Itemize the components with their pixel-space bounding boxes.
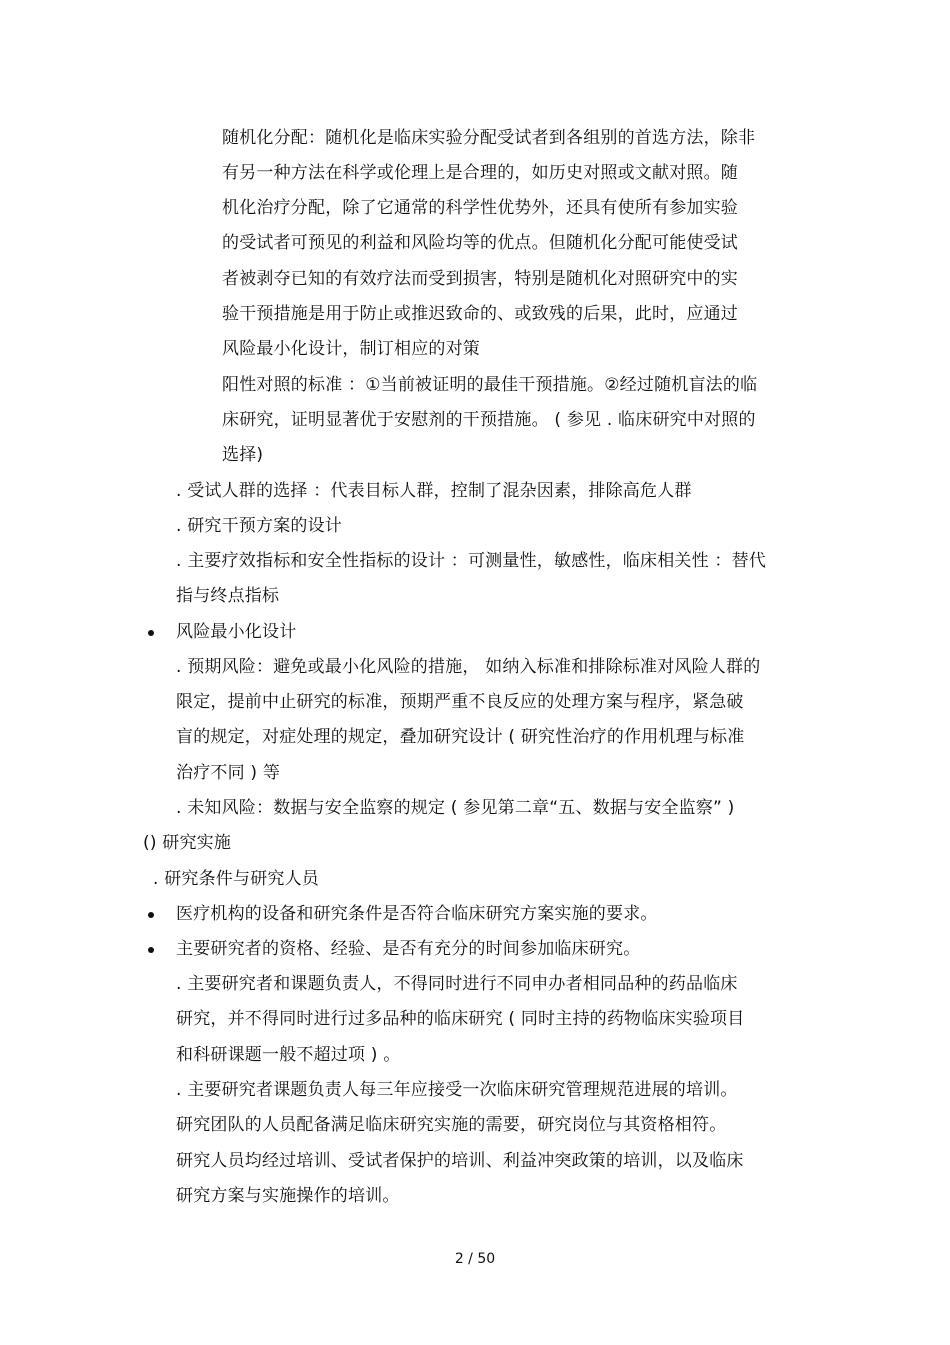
bullet-icon — [148, 912, 154, 918]
text-line: 治疗不同 ) 等 — [176, 763, 281, 783]
text-line: 阳性对照的标准 ：①当前被证明的最佳干预措施。②经过随机盲法的临 — [222, 375, 758, 395]
subsection-heading: . 研究条件与研究人员 — [153, 869, 320, 889]
text-line: . 受试人群的选择 ：代表目标人群，控制了混杂因素，排除高危人群 — [176, 481, 692, 501]
page-number: 2 / 50 — [454, 1251, 496, 1267]
text-line: 和科研课题一般不超过项 ) 。 — [176, 1045, 401, 1065]
text-line: 盲的规定，对症处理的规定，叠加研究设计 ( 研究性治疗的作用机理与标准 — [176, 727, 745, 747]
text-line: . 研究干预方案的设计 — [176, 516, 343, 536]
text-line: 研究团队的人员配备满足临床研究实施的需要，研究岗位与其资格相符。 — [176, 1115, 727, 1135]
text-line: 研究人员均经过培训、受试者保护的培训、利益冲突政策的培训，以及临床 — [176, 1151, 744, 1171]
text-line: 有另一种方法在科学或伦理上是合理的，如历史对照或文献对照。随 — [222, 163, 738, 183]
text-line: 限定，提前中止研究的标准，预期严重不良反应的处理方案与程序，紧急破 — [176, 692, 744, 712]
text-line: 研究方案与实施操作的培训。 — [176, 1186, 400, 1206]
bullet-icon — [148, 630, 154, 636]
text-line: 风险最小化设计，制订相应的对策 — [222, 339, 480, 359]
bullet-item: 医疗机构的设备和研究条件是否符合临床研究方案实施的要求。 — [176, 904, 658, 924]
text-line: 验干预措施是用于防止或推迟致命的、或致残的后果，此时，应通过 — [222, 304, 738, 324]
text-line: 指与终点指标 — [176, 586, 280, 606]
text-line: . 预期风险：避免或最小化风险的措施， 如纳入标准和排除标准对风险人群的 — [176, 657, 761, 677]
text-line: . 主要疗效指标和安全性指标的设计 ：可测量性，敏感性，临床相关性 ：替代 — [176, 551, 767, 571]
text-line: 者被剥夺已知的有效疗法而受到损害，特别是随机化对照研究中的实 — [222, 269, 738, 289]
section-heading: () 研究实施 — [143, 833, 232, 853]
bullet-item: 主要研究者的资格、经验、是否有充分的时间参加临床研究。 — [176, 939, 641, 959]
bullet-icon — [148, 947, 154, 953]
text-line: . 未知风险：数据与安全监察的规定 ( 参见第二章“五、数据与安全监察” ) — [176, 798, 735, 818]
bullet-heading: 风险最小化设计 — [176, 622, 297, 642]
text-line: 研究，并不得同时进行过多品种的临床研究 ( 同时主持的药物临床实验项目 — [176, 1009, 745, 1029]
text-line: 的受试者可预见的利益和风险均等的优点。但随机化分配可能使受试 — [222, 233, 738, 253]
text-line: 选择) — [222, 445, 264, 465]
text-line: . 主要研究者课题负责人每三年应接受一次临床研究管理规范进展的培训。 — [176, 1080, 738, 1100]
text-line: 随机化分配：随机化是临床实验分配受试者到各组别的首选方法，除非 — [222, 128, 756, 148]
text-line: 床研究，证明显著优于安慰剂的干预措施。 ( 参见 . 临床研究中对照的 — [222, 410, 756, 430]
text-line: 机化治疗分配，除了它通常的科学性优势外，还具有使所有参加实验 — [222, 198, 738, 218]
text-line: . 主要研究者和课题负责人，不得同时进行不同申办者相同品种的药品临床 — [176, 974, 738, 994]
